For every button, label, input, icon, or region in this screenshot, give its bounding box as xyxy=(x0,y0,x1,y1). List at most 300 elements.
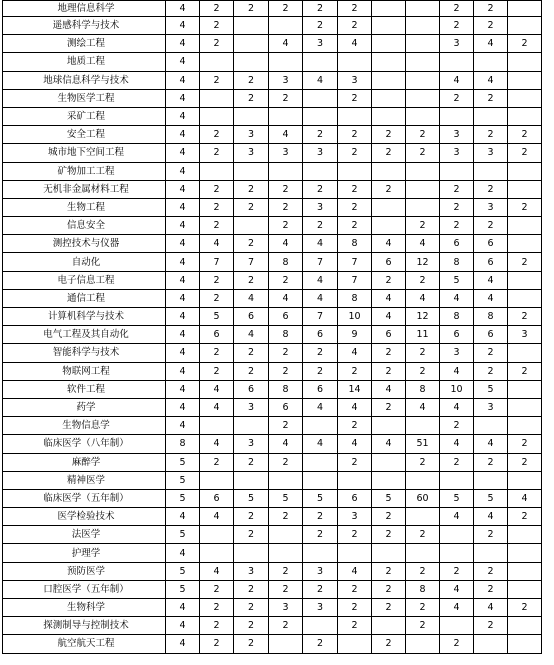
value-cell xyxy=(372,453,406,471)
table-row xyxy=(3,580,542,598)
value-cell xyxy=(406,1,440,17)
value-cell: 4 xyxy=(200,380,234,398)
value-cell: 2 xyxy=(338,362,372,380)
value-cell xyxy=(508,289,542,307)
value-cell xyxy=(406,508,440,526)
value-cell: 2 xyxy=(269,217,303,235)
table-row xyxy=(3,53,542,71)
table-row xyxy=(3,17,542,35)
value-cell xyxy=(372,71,406,89)
value-cell: 2 xyxy=(440,1,474,17)
value-cell: 2 xyxy=(406,617,440,635)
major-name-cell: 预防医学 xyxy=(3,562,166,580)
value-cell: 4 xyxy=(440,435,474,453)
value-cell: 2 xyxy=(338,144,372,162)
value-cell: 6 xyxy=(372,253,406,271)
value-cell: 5 xyxy=(234,489,269,507)
value-cell: 4 xyxy=(166,198,200,216)
value-cell: 4 xyxy=(372,235,406,253)
value-cell: 4 xyxy=(166,326,200,344)
value-cell: 2 xyxy=(440,180,474,198)
value-cell xyxy=(338,544,372,562)
value-cell xyxy=(440,162,474,180)
value-cell xyxy=(406,471,440,489)
value-cell: 8 xyxy=(269,380,303,398)
value-cell: 4 xyxy=(269,35,303,53)
value-cell: 2 xyxy=(234,617,269,635)
value-cell: 2 xyxy=(303,580,338,598)
value-cell: 6 xyxy=(474,253,508,271)
value-cell: 2 xyxy=(406,453,440,471)
value-cell: 2 xyxy=(200,635,234,653)
value-cell xyxy=(303,417,338,435)
value-cell: 3 xyxy=(474,398,508,416)
value-cell: 2 xyxy=(508,308,542,326)
value-cell: 3 xyxy=(303,198,338,216)
major-name-cell: 护理学 xyxy=(3,544,166,562)
value-cell xyxy=(372,17,406,35)
value-cell: 2 xyxy=(303,17,338,35)
value-cell: 4 xyxy=(166,380,200,398)
value-cell: 4 xyxy=(166,544,200,562)
value-cell: 5 xyxy=(440,489,474,507)
value-cell: 2 xyxy=(372,344,406,362)
value-cell xyxy=(406,198,440,216)
major-name-cell: 测控技术与仪器 xyxy=(3,235,166,253)
value-cell xyxy=(200,53,234,71)
value-cell: 2 xyxy=(303,344,338,362)
value-cell: 5 xyxy=(166,471,200,489)
value-cell: 2 xyxy=(508,198,542,216)
value-cell: 4 xyxy=(474,271,508,289)
value-cell: 2 xyxy=(508,362,542,380)
major-name-cell: 无机非金属材料工程 xyxy=(3,180,166,198)
table-row xyxy=(3,453,542,471)
value-cell: 2 xyxy=(200,180,234,198)
value-cell: 5 xyxy=(440,271,474,289)
value-cell xyxy=(303,162,338,180)
table-row xyxy=(3,417,542,435)
value-cell: 4 xyxy=(269,435,303,453)
value-cell xyxy=(303,107,338,125)
table-row xyxy=(3,380,542,398)
table-row xyxy=(3,107,542,125)
value-cell xyxy=(372,35,406,53)
value-cell xyxy=(269,635,303,653)
value-cell xyxy=(508,235,542,253)
value-cell: 4 xyxy=(166,508,200,526)
value-cell: 4 xyxy=(166,35,200,53)
value-cell: 2 xyxy=(508,599,542,617)
value-cell: 4 xyxy=(166,271,200,289)
value-cell: 2 xyxy=(508,35,542,53)
value-cell xyxy=(406,35,440,53)
value-cell: 5 xyxy=(166,526,200,544)
value-cell xyxy=(303,617,338,635)
value-cell: 5 xyxy=(200,308,234,326)
table-row xyxy=(3,271,542,289)
value-cell: 10 xyxy=(440,380,474,398)
value-cell: 2 xyxy=(303,180,338,198)
value-cell: 2 xyxy=(234,180,269,198)
value-cell xyxy=(508,380,542,398)
value-cell: 5 xyxy=(166,453,200,471)
table-row xyxy=(3,126,542,144)
value-cell: 2 xyxy=(440,198,474,216)
value-cell xyxy=(372,1,406,17)
value-cell xyxy=(440,526,474,544)
value-cell: 2 xyxy=(406,144,440,162)
value-cell: 4 xyxy=(166,289,200,307)
value-cell: 2 xyxy=(338,417,372,435)
value-cell: 2 xyxy=(372,271,406,289)
value-cell: 2 xyxy=(338,526,372,544)
value-cell xyxy=(474,53,508,71)
value-cell: 4 xyxy=(269,289,303,307)
table-row xyxy=(3,489,542,507)
value-cell: 2 xyxy=(474,362,508,380)
value-cell: 2 xyxy=(269,508,303,526)
value-cell: 2 xyxy=(200,271,234,289)
value-cell xyxy=(200,471,234,489)
value-cell: 8 xyxy=(269,326,303,344)
table-row xyxy=(3,235,542,253)
value-cell: 2 xyxy=(303,526,338,544)
value-cell: 2 xyxy=(406,271,440,289)
value-cell: 2 xyxy=(269,89,303,107)
value-cell: 4 xyxy=(474,71,508,89)
value-cell xyxy=(474,635,508,653)
value-cell xyxy=(508,471,542,489)
value-cell: 4 xyxy=(372,435,406,453)
value-cell xyxy=(508,580,542,598)
value-cell: 6 xyxy=(269,398,303,416)
value-cell: 2 xyxy=(338,1,372,17)
table-row xyxy=(3,544,542,562)
value-cell xyxy=(372,417,406,435)
value-cell: 4 xyxy=(166,599,200,617)
value-cell: 4 xyxy=(166,162,200,180)
value-cell xyxy=(269,107,303,125)
value-cell: 4 xyxy=(440,599,474,617)
major-name-cell: 电子信息工程 xyxy=(3,271,166,289)
value-cell: 2 xyxy=(474,217,508,235)
value-cell: 2 xyxy=(234,198,269,216)
table-row xyxy=(3,89,542,107)
value-cell: 2 xyxy=(200,362,234,380)
value-cell xyxy=(338,635,372,653)
value-cell: 4 xyxy=(200,435,234,453)
value-cell: 2 xyxy=(303,362,338,380)
value-cell xyxy=(406,162,440,180)
value-cell: 2 xyxy=(303,1,338,17)
table-row xyxy=(3,289,542,307)
value-cell: 4 xyxy=(166,617,200,635)
value-cell: 3 xyxy=(440,144,474,162)
value-cell xyxy=(406,635,440,653)
value-cell xyxy=(508,617,542,635)
value-cell: 3 xyxy=(508,326,542,344)
value-cell: 2 xyxy=(474,89,508,107)
value-cell: 4 xyxy=(234,289,269,307)
value-cell xyxy=(234,417,269,435)
value-cell: 4 xyxy=(166,53,200,71)
value-cell: 2 xyxy=(269,1,303,17)
table-row xyxy=(3,217,542,235)
value-cell: 4 xyxy=(166,398,200,416)
value-cell: 2 xyxy=(303,217,338,235)
value-cell: 2 xyxy=(440,89,474,107)
table-row xyxy=(3,1,542,17)
value-cell xyxy=(440,107,474,125)
value-cell xyxy=(200,526,234,544)
value-cell: 4 xyxy=(372,289,406,307)
table-row xyxy=(3,599,542,617)
value-cell: 4 xyxy=(200,508,234,526)
value-cell: 6 xyxy=(440,326,474,344)
value-cell xyxy=(508,526,542,544)
value-cell: 6 xyxy=(269,308,303,326)
value-cell xyxy=(440,617,474,635)
value-cell: 4 xyxy=(166,235,200,253)
major-name-cell: 自动化 xyxy=(3,253,166,271)
value-cell: 8 xyxy=(440,253,474,271)
value-cell: 4 xyxy=(166,217,200,235)
major-name-cell: 地质工程 xyxy=(3,53,166,71)
value-cell: 4 xyxy=(440,71,474,89)
value-cell: 2 xyxy=(303,126,338,144)
value-cell xyxy=(508,162,542,180)
major-name-cell: 地理信息科学 xyxy=(3,1,166,17)
value-cell: 8 xyxy=(406,380,440,398)
value-cell: 4 xyxy=(303,289,338,307)
value-cell xyxy=(234,35,269,53)
value-cell xyxy=(234,17,269,35)
value-cell: 8 xyxy=(338,235,372,253)
value-cell xyxy=(200,89,234,107)
value-cell: 3 xyxy=(303,144,338,162)
value-cell xyxy=(338,162,372,180)
major-name-cell: 生物医学工程 xyxy=(3,89,166,107)
table-row xyxy=(3,362,542,380)
value-cell: 2 xyxy=(338,126,372,144)
major-name-cell: 地球信息科学与技术 xyxy=(3,71,166,89)
major-name-cell: 遥感科学与技术 xyxy=(3,17,166,35)
major-name-cell: 临床医学（八年制） xyxy=(3,435,166,453)
value-cell xyxy=(372,198,406,216)
value-cell xyxy=(406,53,440,71)
value-cell: 2 xyxy=(474,580,508,598)
value-cell xyxy=(508,417,542,435)
value-cell: 2 xyxy=(440,17,474,35)
value-cell: 2 xyxy=(200,289,234,307)
value-cell xyxy=(269,526,303,544)
value-cell xyxy=(406,544,440,562)
value-cell: 4 xyxy=(440,398,474,416)
major-name-cell: 采矿工程 xyxy=(3,107,166,125)
value-cell: 4 xyxy=(303,71,338,89)
value-cell: 51 xyxy=(406,435,440,453)
value-cell xyxy=(372,53,406,71)
value-cell: 2 xyxy=(269,453,303,471)
value-cell: 4 xyxy=(338,344,372,362)
major-name-cell: 生物信息学 xyxy=(3,417,166,435)
major-name-cell: 生物科学 xyxy=(3,599,166,617)
value-cell: 8 xyxy=(269,253,303,271)
value-cell xyxy=(406,89,440,107)
value-cell: 2 xyxy=(474,1,508,17)
value-cell: 2 xyxy=(303,508,338,526)
value-cell: 3 xyxy=(269,144,303,162)
value-cell: 2 xyxy=(200,617,234,635)
value-cell: 2 xyxy=(269,617,303,635)
major-name-cell: 测绘工程 xyxy=(3,35,166,53)
value-cell: 6 xyxy=(200,326,234,344)
value-cell: 4 xyxy=(166,107,200,125)
value-cell: 6 xyxy=(303,380,338,398)
value-cell xyxy=(508,544,542,562)
value-cell: 4 xyxy=(166,253,200,271)
value-cell: 2 xyxy=(508,435,542,453)
value-cell xyxy=(303,544,338,562)
value-cell xyxy=(338,53,372,71)
value-cell xyxy=(508,1,542,17)
value-cell: 2 xyxy=(406,599,440,617)
value-cell: 2 xyxy=(338,89,372,107)
value-cell: 3 xyxy=(234,126,269,144)
table-row xyxy=(3,144,542,162)
value-cell xyxy=(440,53,474,71)
value-cell xyxy=(406,107,440,125)
value-cell: 3 xyxy=(269,599,303,617)
value-cell xyxy=(508,89,542,107)
value-cell: 6 xyxy=(440,235,474,253)
value-cell: 2 xyxy=(508,144,542,162)
value-cell: 3 xyxy=(234,398,269,416)
value-cell: 2 xyxy=(338,217,372,235)
value-cell: 8 xyxy=(406,580,440,598)
value-cell: 5 xyxy=(166,489,200,507)
major-name-cell: 航空航天工程 xyxy=(3,635,166,653)
value-cell xyxy=(440,544,474,562)
value-cell: 2 xyxy=(474,180,508,198)
major-name-cell: 矿物加工工程 xyxy=(3,162,166,180)
value-cell: 5 xyxy=(166,562,200,580)
value-cell: 4 xyxy=(474,35,508,53)
value-cell: 7 xyxy=(234,253,269,271)
value-cell: 4 xyxy=(372,380,406,398)
value-cell: 12 xyxy=(406,308,440,326)
value-cell: 2 xyxy=(200,17,234,35)
value-cell xyxy=(200,107,234,125)
major-name-cell: 通信工程 xyxy=(3,289,166,307)
value-cell xyxy=(508,344,542,362)
value-cell: 2 xyxy=(474,126,508,144)
value-cell: 2 xyxy=(234,1,269,17)
value-cell: 2 xyxy=(508,453,542,471)
value-cell: 7 xyxy=(200,253,234,271)
value-cell: 6 xyxy=(338,489,372,507)
value-cell: 2 xyxy=(440,453,474,471)
value-cell: 4 xyxy=(508,489,542,507)
value-cell: 2 xyxy=(372,362,406,380)
value-cell: 2 xyxy=(200,35,234,53)
value-cell: 4 xyxy=(200,235,234,253)
value-cell: 8 xyxy=(338,289,372,307)
value-cell: 3 xyxy=(440,344,474,362)
value-cell: 2 xyxy=(338,198,372,216)
value-cell xyxy=(372,617,406,635)
value-cell: 3 xyxy=(303,599,338,617)
value-cell: 2 xyxy=(474,526,508,544)
value-cell xyxy=(440,471,474,489)
value-cell xyxy=(406,71,440,89)
value-cell: 2 xyxy=(269,198,303,216)
value-cell: 2 xyxy=(372,599,406,617)
value-cell: 4 xyxy=(406,289,440,307)
value-cell: 4 xyxy=(166,89,200,107)
value-cell: 11 xyxy=(406,326,440,344)
value-cell: 2 xyxy=(269,362,303,380)
value-cell: 4 xyxy=(303,271,338,289)
value-cell: 4 xyxy=(406,398,440,416)
value-cell: 2 xyxy=(508,253,542,271)
value-cell: 2 xyxy=(234,271,269,289)
value-cell: 4 xyxy=(474,508,508,526)
value-cell xyxy=(234,217,269,235)
value-cell: 3 xyxy=(440,35,474,53)
value-cell xyxy=(508,398,542,416)
value-cell: 4 xyxy=(234,326,269,344)
value-cell: 4 xyxy=(166,308,200,326)
major-name-cell: 法医学 xyxy=(3,526,166,544)
value-cell: 2 xyxy=(474,562,508,580)
value-cell: 3 xyxy=(234,435,269,453)
value-cell xyxy=(508,53,542,71)
value-cell: 4 xyxy=(166,71,200,89)
value-cell: 4 xyxy=(166,144,200,162)
table-row xyxy=(3,198,542,216)
value-cell xyxy=(200,162,234,180)
table-row xyxy=(3,253,542,271)
major-name-cell: 探测制导与控制技术 xyxy=(3,617,166,635)
value-cell: 2 xyxy=(372,580,406,598)
major-name-cell: 智能科学与技术 xyxy=(3,344,166,362)
value-cell: 2 xyxy=(406,562,440,580)
value-cell xyxy=(269,471,303,489)
value-cell: 2 xyxy=(508,126,542,144)
value-cell: 5 xyxy=(372,489,406,507)
table-row xyxy=(3,526,542,544)
value-cell: 3 xyxy=(474,198,508,216)
value-cell xyxy=(234,471,269,489)
value-cell: 8 xyxy=(166,435,200,453)
value-cell: 8 xyxy=(474,308,508,326)
value-cell: 6 xyxy=(474,326,508,344)
major-name-cell: 信息安全 xyxy=(3,217,166,235)
value-cell: 2 xyxy=(440,635,474,653)
value-cell: 2 xyxy=(338,17,372,35)
value-cell: 2 xyxy=(372,144,406,162)
value-cell: 4 xyxy=(303,398,338,416)
table-row xyxy=(3,344,542,362)
value-cell: 4 xyxy=(338,435,372,453)
value-cell: 4 xyxy=(303,435,338,453)
value-cell: 2 xyxy=(406,526,440,544)
table-row xyxy=(3,562,542,580)
value-cell xyxy=(234,162,269,180)
value-cell: 2 xyxy=(269,344,303,362)
